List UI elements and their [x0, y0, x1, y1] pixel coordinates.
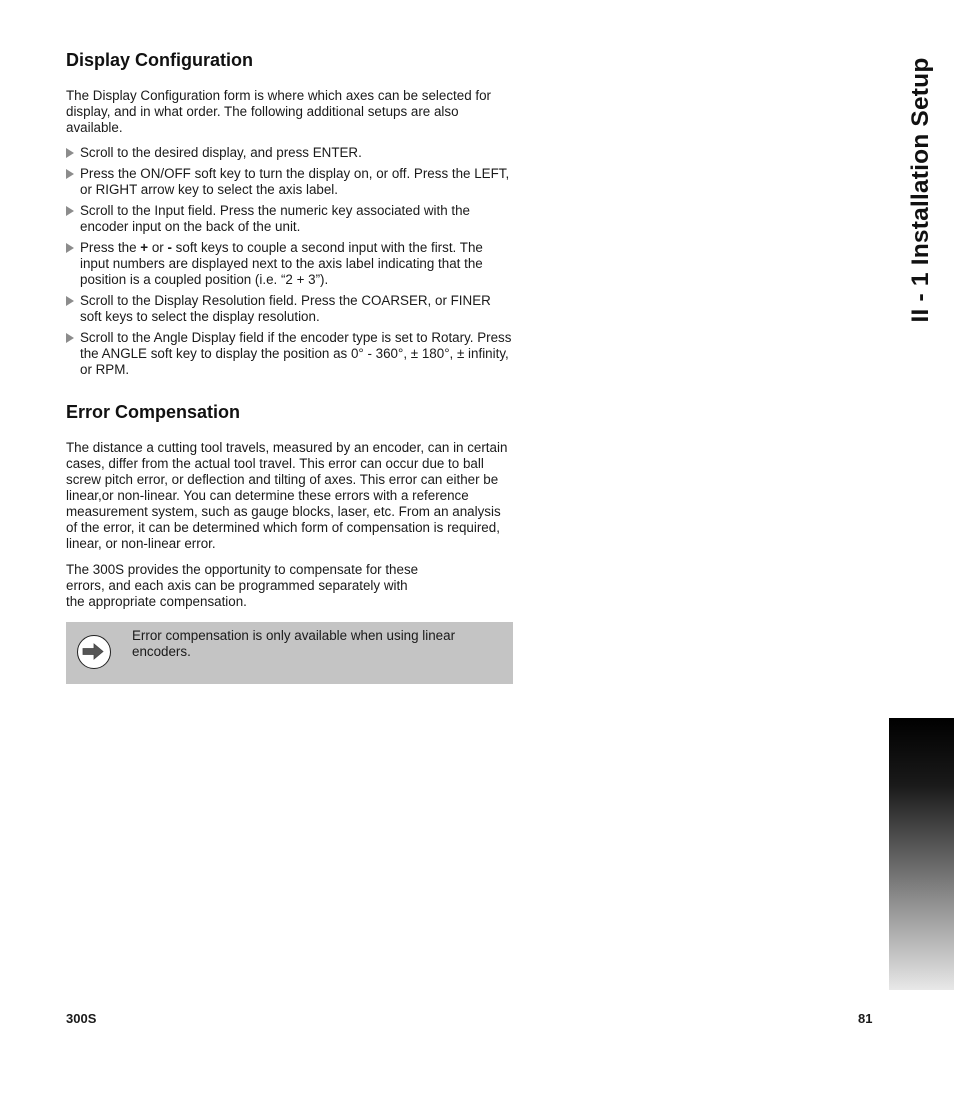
list-item: Scroll to the Input field. Press the numeric key associated with the encoder input on the back of the unit. [66, 203, 513, 235]
error-paragraph-1: The distance a cutting tool travels, measured by an encoder, can in certain cases, differ from the actual tool travel. This error can occur due to ball screw pitch error, or deflection and tilting of axes. This error can either be linear,or non-linear. You can determine these errors with a reference measurement system, such as gauge blocks, laser, etc. From an analysis of the error, it can be determined which form of compensation is required, linear, or non-linear error. [66, 440, 508, 551]
bullet-triangle-icon [66, 296, 74, 306]
bullet-triangle-icon [66, 333, 74, 343]
list-item: Press the ON/OFF soft key to turn the display on, or off. Press the LEFT, or RIGHT arrow key to select the axis label. [66, 166, 513, 198]
note-text: Error compensation is only available when using linear encoders. [132, 628, 456, 659]
chapter-tab [889, 718, 954, 990]
minus-key: - [167, 240, 172, 255]
bullet-triangle-icon [66, 148, 74, 158]
list-item: Scroll to the Display Resolution field. Press the COARSER, or FINER soft keys to select the display resolution. [66, 293, 513, 325]
bullet-triangle-icon [66, 243, 74, 253]
error-para1-wrap [66, 440, 513, 552]
note-box [66, 622, 513, 684]
footer-page-number: 81 [858, 1011, 873, 1026]
intro-paragraph: The Display Configuration form is where which axes can be selected for display, and in what order. The following additional setups are also available. [66, 88, 491, 135]
bullet-triangle-icon [66, 169, 74, 179]
error-paragraph-2: The 300S provides the opportunity to compensate for these errors, and each axis can be programmed separately with the appropriate compensation. [66, 562, 419, 609]
plus-key: + [140, 240, 149, 255]
arrow-right-icon [77, 635, 111, 669]
intro-paragraph-wrap [66, 88, 513, 136]
footer-product: 300S [66, 1011, 97, 1026]
bullet-triangle-icon [66, 206, 74, 216]
steps-list-wrap [66, 145, 513, 383]
list-item: Press the + or - soft keys to couple a second input with the first. The input numbers are displayed next to the axis label indicating that the position is a coupled position (i.e. “2 + 3”). [66, 240, 513, 288]
section-heading: Display Configuration [66, 50, 254, 70]
section-heading: Error Compensation [66, 402, 241, 422]
error-compensation-section [66, 402, 513, 423]
steps-list [66, 145, 513, 378]
chapter-title-text: II - 1 Installation Setup [907, 57, 934, 323]
chapter-title-vertical [901, 30, 941, 350]
display-configuration-section [66, 50, 513, 71]
error-para2-wrap [66, 562, 506, 610]
list-item: Scroll to the desired display, and press ENTER. [66, 145, 513, 161]
list-item: Scroll to the Angle Display field if the encoder type is set to Rotary. Press the ANGLE soft key to display the position as 0° - 360°, ± 180°, ± infinity, or RPM. [66, 330, 513, 378]
